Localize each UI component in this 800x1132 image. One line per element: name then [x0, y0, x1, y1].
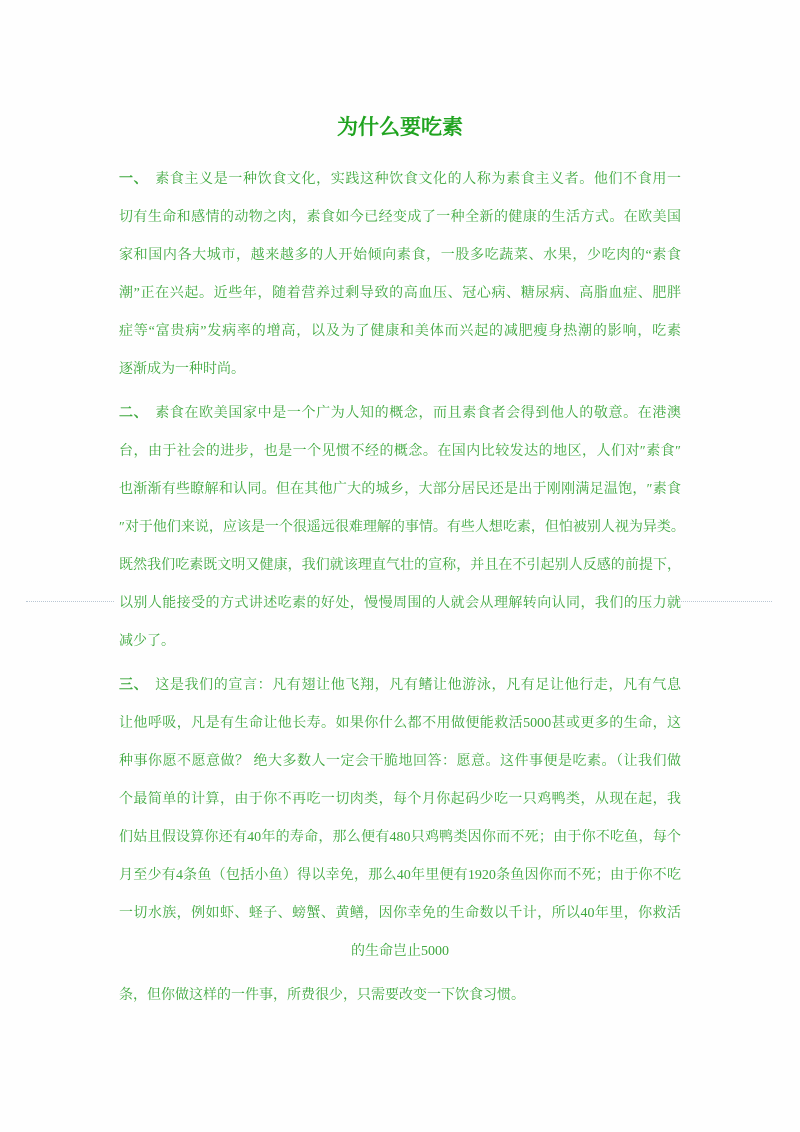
text-line — [119, 395, 681, 433]
text-line: 个最简单的计算，由于你不再吃一切肉类，每个月你起码少吃一只鸡鸭类，从现在起，我 — [119, 792, 681, 807]
text-line-content: 这是我们的宣言：凡有翅让他飞翔，凡有鳍让他游泳，凡有足让他行走，凡有气息 — [155, 678, 682, 693]
text-line: 一切水族，例如虾、蛏子、螃蟹、黄鳝，因你幸免的生命数以千计，所以40年里，你救活 — [119, 906, 681, 921]
text-line: 月至少有4条鱼（包括小鱼）得以幸免，那么40年里便有1920条鱼因你而不死；由于你不吃 — [119, 868, 681, 883]
text-line — [119, 161, 681, 199]
text-line: 条，但你做这样的一件事，所费很少，只需要改变一下饮食习惯。 — [119, 988, 525, 1003]
page-break-dots-left — [26, 601, 114, 602]
text-line: 们姑且假设算你还有40年的寿命，那么便有480只鸡鸭类因你而不死；由于你不吃鱼，每个 — [119, 830, 681, 845]
text-line: 症等“富贵病”发病率的增高，以及为了健康和美体而兴起的减肥瘦身热潮的影响，吃素 — [119, 324, 681, 339]
text-line: 种事你愿不愿意做？ 绝大多数人一定会干脆地回答：愿意。这件事便是吃素。（让我们做 — [119, 754, 681, 769]
text-line: 让他呼吸，凡是有生命让他长寿。如果你什么都不用做便能救活5000甚或更多的生命，这 — [119, 716, 681, 731]
text-line: ″对于他们来说，应该是一个很遥远很难理解的事情。有些人想吃素，但怕被别人视为异类。 — [119, 520, 685, 535]
text-line: 的生命岂止5000 — [351, 944, 449, 959]
page-break-dots-right — [678, 601, 772, 602]
text-line: 逐渐成为一种时尚。 — [119, 362, 245, 377]
paragraph-1 — [119, 161, 681, 389]
text-line: 也渐渐有些瞭解和认同。但在其他广大的城乡，大部分居民还是出于刚刚满足温饱，″素食 — [119, 482, 681, 497]
text-line: 潮”正在兴起。近些年，随着营养过剩导致的高血压、冠心病、糖尿病、高脂血症、肥胖 — [119, 286, 681, 301]
text-line — [119, 667, 681, 705]
paragraph-marker: 二、 — [119, 406, 149, 421]
paragraph-marker: 三、 — [119, 678, 149, 693]
text-line: 减少了。 — [119, 634, 175, 649]
paragraph-3 — [119, 667, 681, 971]
text-line: 家和国内各大城市，越来越多的人开始倾向素食，一股多吃蔬菜、水果，少吃肉的“素食 — [119, 248, 681, 263]
page-title: 为什么要吃素 — [337, 115, 463, 139]
text-line: 既然我们吃素既文明又健康，我们就该理直气壮的宣称，并且在不引起别人反感的前提下， — [119, 558, 681, 573]
paragraph-marker: 一、 — [119, 172, 149, 187]
document-body — [119, 0, 685, 1015]
paragraph-4 — [119, 977, 681, 1015]
text-line: 以别人能接受的方式讲述吃素的好处，慢慢周围的人就会从理解转向认同，我们的压力就 — [119, 596, 681, 611]
text-line: 切有生命和感情的动物之肉，素食如今已经变成了一种全新的健康的生活方式。在欧美国 — [119, 210, 681, 225]
text-line-content: 素食在欧美国家中是一个广为人知的概念，而且素食者会得到他人的敬意。在港澳 — [155, 406, 682, 421]
paragraph-2 — [119, 395, 685, 661]
text-line-content: 素食主义是一种饮食文化，实践这种饮食文化的人称为素食主义者。他们不食用一 — [155, 172, 682, 187]
text-line: 台，由于社会的进步，也是一个见惯不经的概念。在国内比较发达的地区，人们对″素食″ — [119, 444, 681, 459]
